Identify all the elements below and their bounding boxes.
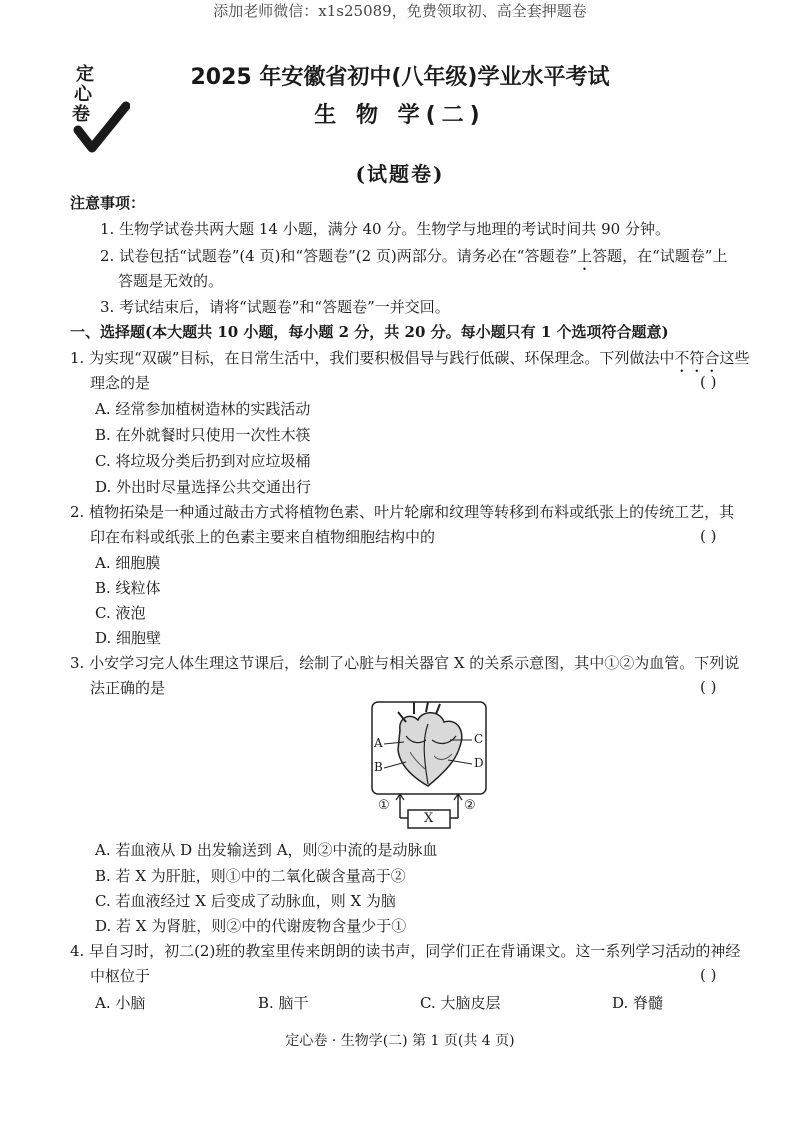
heart-label-a: A — [374, 736, 383, 750]
organ-x-label: X — [424, 811, 434, 826]
q1-option-b: B. 在外就餐时只使用一次性木筷 — [95, 426, 311, 444]
q1-stem-cont: 理念的是 — [90, 374, 151, 392]
section-heading: 一、选择题(本大题共 10 小题，每小题 2 分，共 20 分。每小题只有 1 个选项符合题意) — [70, 323, 669, 341]
stamp-char-2: 心 — [74, 84, 92, 105]
heart-label-b: B — [374, 760, 383, 774]
q4-answer-blank: ( ) — [700, 966, 717, 984]
q1-option-d: D. 外出时尽量选择公共交通出行 — [95, 478, 312, 496]
q3-answer-blank: ( ) — [700, 678, 717, 696]
notice-heading: 注意事项： — [70, 194, 146, 212]
q2-option-c: C. 液泡 — [95, 604, 146, 622]
q4-option-a: A. 小脑 — [95, 994, 146, 1012]
exam-title: 2025 年安徽省初中(八年级)学业水平考试 — [190, 65, 610, 90]
heart-label-c: C — [474, 732, 484, 746]
vessel-label-2: ② — [464, 798, 476, 813]
q2-stem-cont: 印在布料或纸张上的色素主要来自植物细胞结构中的 — [90, 528, 436, 546]
notice-item-2: 2. 试卷包括“试题卷”(4 页)和“答题卷”(2 页)两部分。请务必在“答题卷”上答题，在“试题卷”上 — [100, 247, 728, 265]
q2-stem: 2. 植物拓染是一种通过敲击方式将植物色素、叶片轮廓和纹理等转移到布料或纸张上的传统工艺，其 — [70, 503, 735, 521]
q4-stem-cont: 中枢位于 — [90, 967, 151, 985]
page-footer: 定心卷 · 生物学(二) 第 1 页(共 4 页) — [285, 1033, 515, 1049]
q1-option-c: C. 将垃圾分类后扔到对应垃圾桶 — [95, 452, 311, 470]
q4-option-c: C. 大脑皮层 — [420, 994, 501, 1012]
notice-item-2-cont: 答题是无效的。 — [118, 272, 224, 290]
heart-diagram — [370, 700, 488, 830]
stamp-char-3: 卷 — [72, 104, 90, 125]
paper-type: (试题卷) — [355, 162, 445, 186]
q4-stem: 4. 早自习时，初二(2)班的教室里传来朗朗的读书声，同学们正在背诵课文。这一系列学习活动的神经 — [70, 942, 741, 960]
q1-answer-blank: ( ) — [700, 373, 717, 391]
q3-option-b: B. 若 X 为肝脏，则①中的二氧化碳含量高于② — [95, 867, 406, 885]
q2-option-d: D. 细胞壁 — [95, 629, 162, 647]
stamp-char-1: 定 — [76, 64, 94, 85]
q4-option-b: B. 脑干 — [258, 994, 309, 1012]
vessel-label-1: ① — [378, 798, 390, 813]
subject-title: 生 物 学(二) — [314, 103, 486, 128]
notice-item-1: 1. 生物学试卷共两大题 14 小题，满分 40 分。生物学与地理的考试时间共 90 分钟。 — [100, 220, 670, 238]
q2-answer-blank: ( ) — [700, 527, 717, 545]
q3-option-d: D. 若 X 为肾脏，则②中的代谢废物含量少于① — [95, 917, 407, 935]
q3-option-a: A. 若血液从 D 出发输送到 A，则②中流的是动脉血 — [95, 841, 438, 859]
q1-option-a: A. 经常参加植树造林的实践活动 — [95, 400, 311, 418]
q1-stem: 1. 为实现“双碳”目标，在日常生活中，我们要积极倡导与践行低碳、环保理念。下列做法中不符合这些 — [70, 349, 750, 367]
q2-option-b: B. 线粒体 — [95, 579, 161, 597]
q3-stem: 3. 小安学习完人体生理这节课后，绘制了心脏与相关器官 X 的关系示意图，其中①②为血管。下列说 — [70, 654, 740, 672]
q4-option-d: D. 脊髓 — [612, 994, 664, 1012]
q3-option-c: C. 若血液经过 X 后变成了动脉血，则 X 为脑 — [95, 892, 396, 910]
notice-item-3: 3. 考试结束后，请将“试题卷”和“答题卷”一并交回。 — [100, 298, 450, 316]
q2-option-a: A. 细胞膜 — [95, 554, 161, 572]
top-banner: 添加老师微信：x1s25089，免费领取初、高全套押题卷 — [213, 2, 587, 20]
heart-label-d: D — [474, 756, 484, 770]
q3-stem-cont: 法正确的是 — [90, 679, 166, 697]
